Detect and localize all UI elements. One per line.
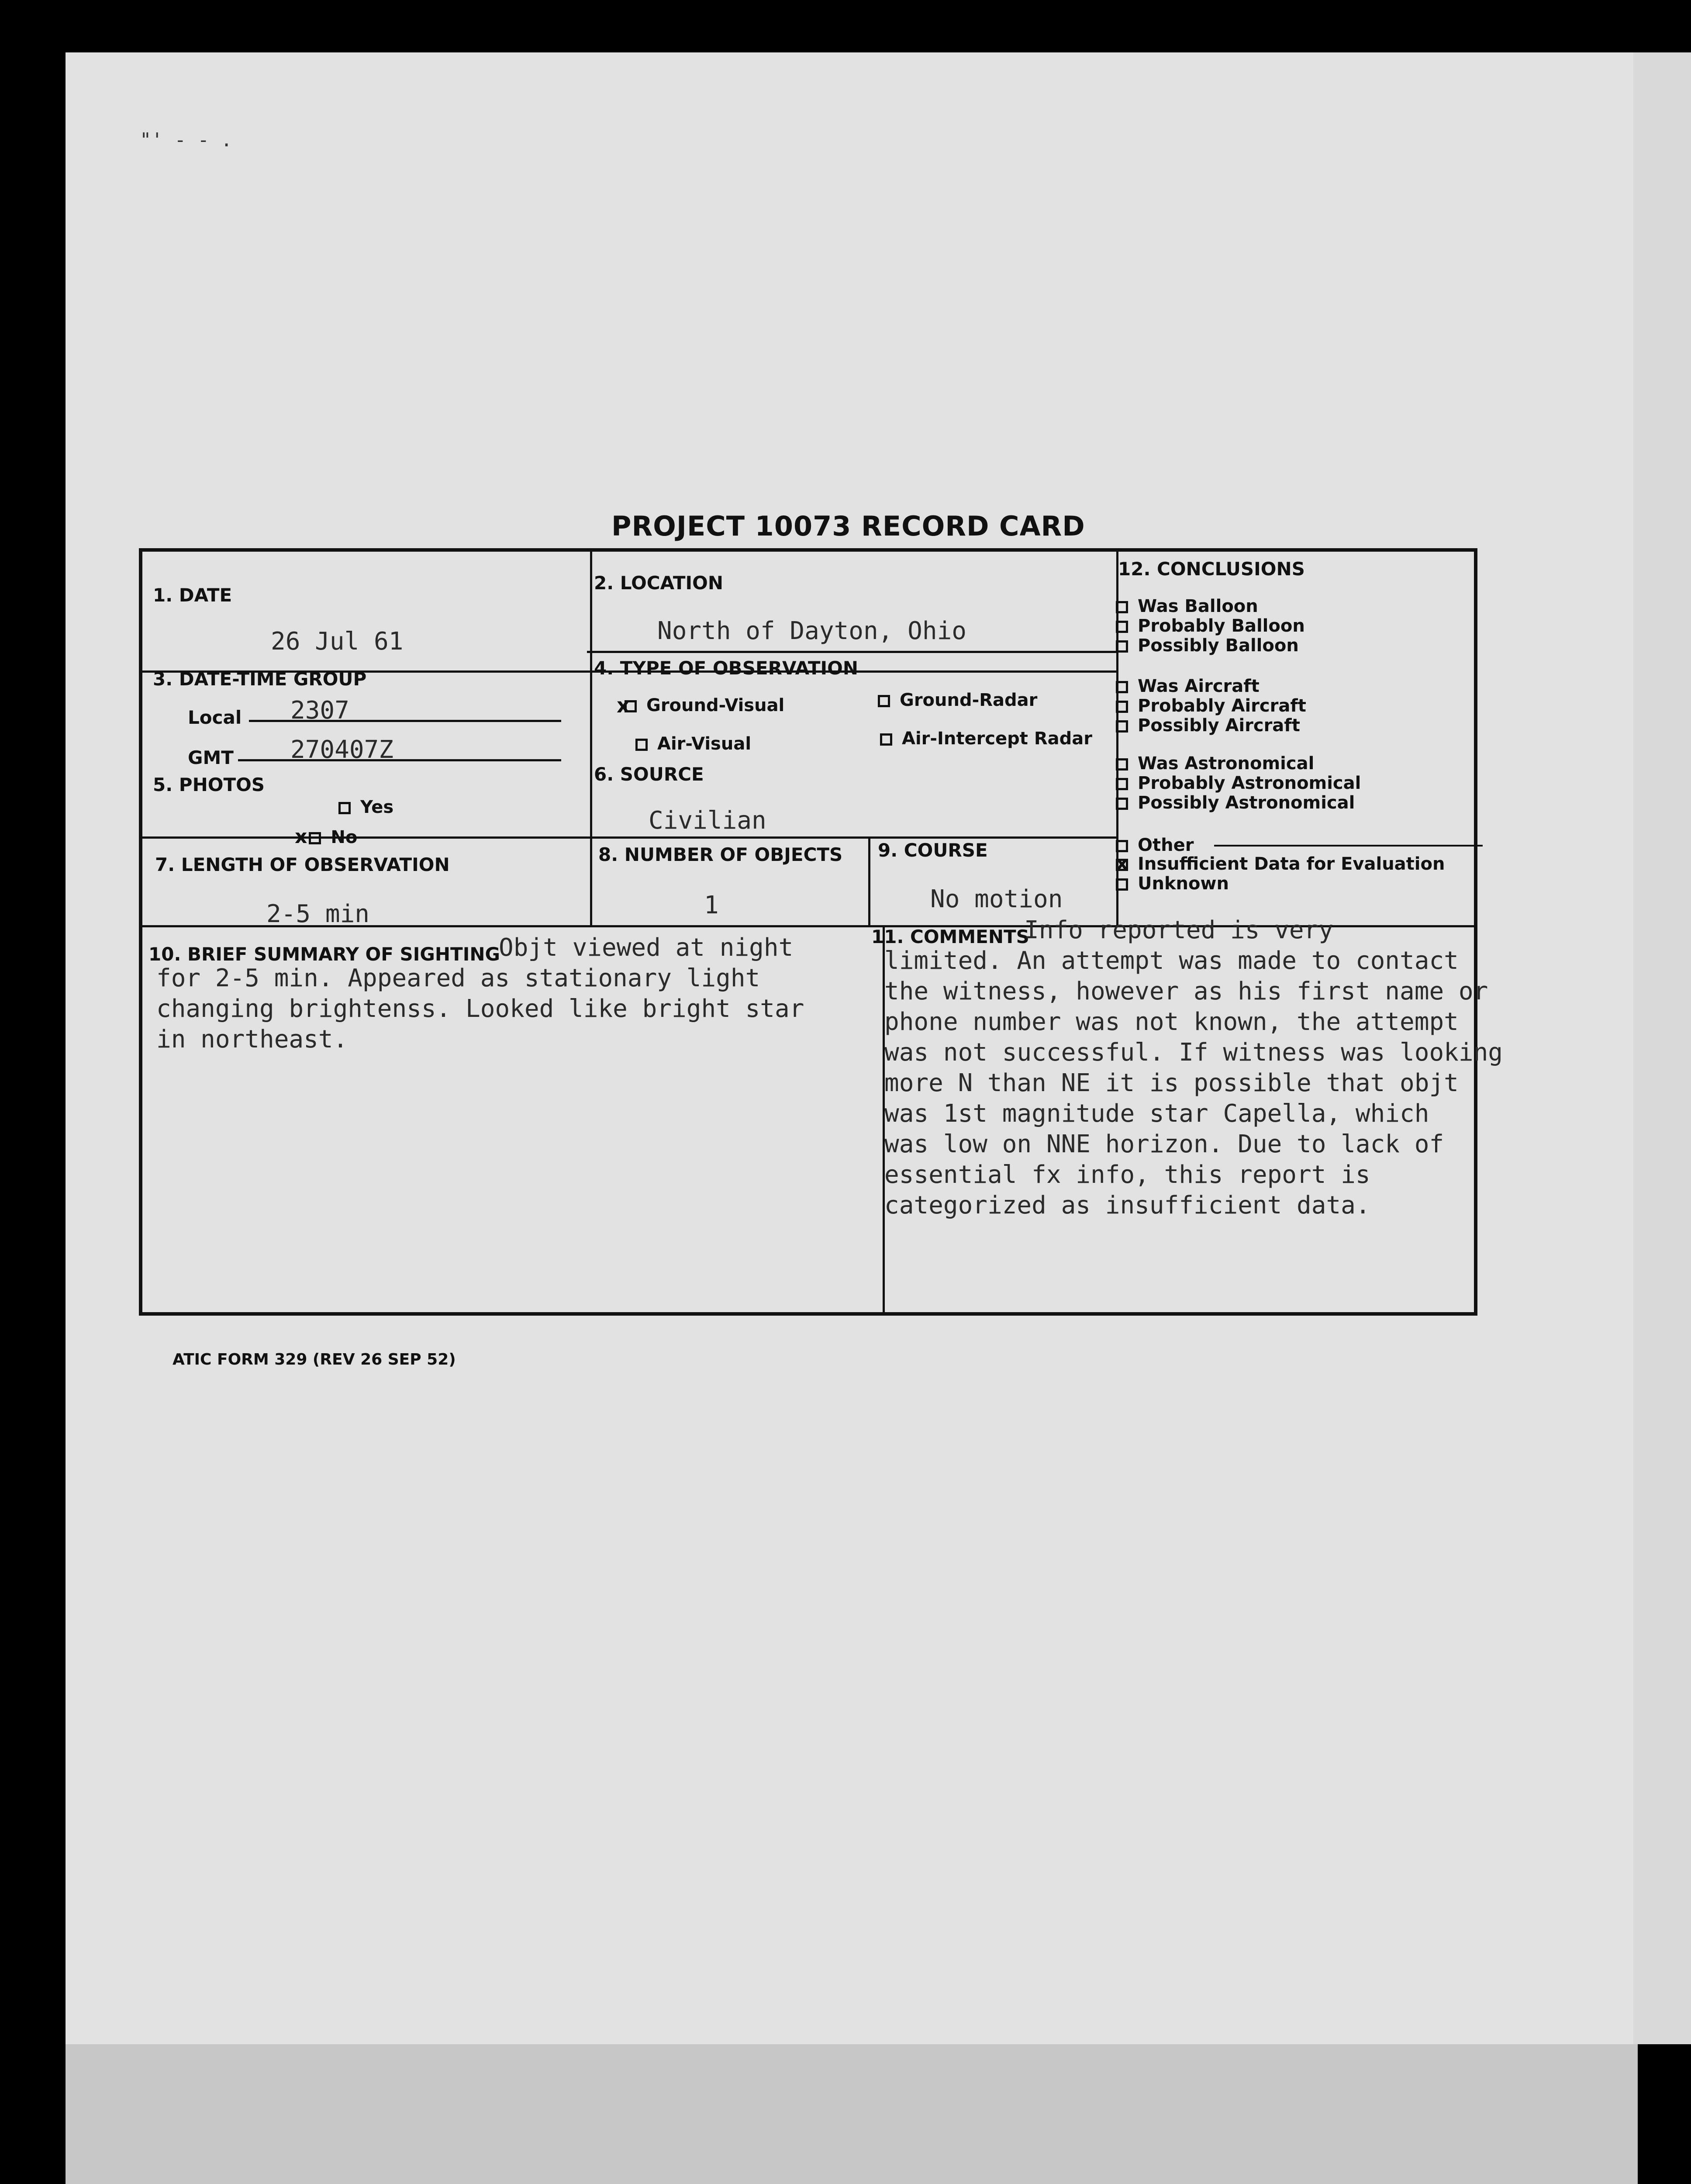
- checkbox-icon: [338, 802, 351, 814]
- form-footer: ATIC FORM 329 (REV 26 SEP 52): [173, 1351, 456, 1368]
- source-label: 6. SOURCE: [594, 764, 704, 785]
- date-value: 26 Jul 61: [271, 627, 404, 656]
- comments-line: phone number was not known, the attempt: [884, 1008, 1459, 1036]
- check-x-mark: x: [617, 694, 630, 717]
- checkbox-icon: [1116, 640, 1128, 653]
- number-of-objects-value: 1: [704, 891, 719, 919]
- checkbox-icon: [1116, 601, 1128, 613]
- brief-summary-line: changing brightenss. Looked like bright star: [156, 995, 804, 1023]
- brief-summary-line: for 2-5 min. Appeared as stationary light: [156, 964, 760, 992]
- other-underline: [1214, 845, 1483, 847]
- checkbox-icon: [1116, 840, 1128, 852]
- check-x-mark: x: [295, 826, 307, 848]
- option-ground-radar[interactable]: Ground-Radar: [878, 690, 1037, 710]
- checkbox-icon: [1116, 681, 1128, 693]
- conclusion-possibly-aircraft[interactable]: Possibly Aircraft: [1116, 715, 1300, 736]
- conclusion-unknown[interactable]: Unknown: [1116, 874, 1229, 894]
- comments-label: 11. COMMENTS: [871, 926, 1029, 947]
- type-of-observation-label: 4. TYPE OF OBSERVATION: [594, 657, 859, 679]
- conclusion-insufficient-data[interactable]: x Insufficient Data for Evaluation: [1116, 852, 1445, 874]
- conclusion-other[interactable]: Other: [1116, 835, 1194, 855]
- source-value: Civilian: [649, 806, 766, 835]
- conclusion-was-aircraft[interactable]: Was Aircraft: [1116, 676, 1260, 696]
- comments-line: Info reported is very: [1024, 916, 1334, 944]
- brief-summary-line: in northeast.: [156, 1025, 348, 1054]
- check-x-mark: x: [1116, 852, 1128, 874]
- checkbox-icon: [1116, 758, 1128, 771]
- corner-mark: "' - - .: [140, 129, 232, 151]
- checkbox-icon: [1116, 621, 1128, 633]
- course-value: No motion: [930, 885, 1063, 913]
- checkbox-icon: [635, 739, 648, 751]
- conclusion-possibly-astronomical[interactable]: Possibly Astronomical: [1116, 793, 1355, 813]
- conclusion-was-astronomical[interactable]: Was Astronomical: [1116, 753, 1314, 774]
- option-photos-yes[interactable]: Yes: [338, 797, 393, 817]
- comments-line: was 1st magnitude star Capella, which: [884, 1099, 1429, 1128]
- checkbox-icon: [1116, 878, 1128, 891]
- conclusion-probably-astronomical[interactable]: Probably Astronomical: [1116, 773, 1361, 793]
- date-label: 1. DATE: [153, 584, 232, 606]
- comments-line: more N than NE it is possible that objt: [884, 1069, 1459, 1097]
- option-air-intercept-radar[interactable]: Air-Intercept Radar: [880, 729, 1092, 749]
- comments-line: was low on NNE horizon. Due to lack of: [884, 1130, 1444, 1158]
- page-title: PROJECT 10073 RECORD CARD: [611, 510, 1085, 542]
- checkbox-icon: [1116, 798, 1128, 810]
- comments-line: limited. An attempt was made to contact: [884, 947, 1459, 975]
- checkbox-icon: [880, 733, 892, 746]
- number-of-objects-label: 8. NUMBER OF OBJECTS: [598, 844, 843, 865]
- conclusion-possibly-balloon[interactable]: Possibly Balloon: [1116, 636, 1299, 656]
- comments-line: categorized as insufficient data.: [884, 1191, 1370, 1220]
- course-label: 9. COURSE: [878, 840, 988, 861]
- backing-board: [66, 2044, 1638, 2184]
- location-label: 2. LOCATION: [594, 572, 723, 594]
- brief-summary-label: 10. BRIEF SUMMARY OF SIGHTING: [148, 943, 500, 965]
- checkbox-icon: [1116, 778, 1128, 790]
- brief-summary-line: Objt viewed at night: [499, 933, 794, 962]
- gmt-underline: [238, 759, 561, 761]
- checkbox-icon: [1116, 701, 1128, 713]
- checkbox-icon: [1116, 720, 1128, 733]
- checkbox-icon: [878, 695, 890, 707]
- conclusion-probably-balloon[interactable]: Probably Balloon: [1116, 616, 1305, 636]
- local-value: 2307: [290, 696, 349, 725]
- location-value: North of Dayton, Ohio: [657, 617, 967, 645]
- conclusion-probably-aircraft[interactable]: Probably Aircraft: [1116, 696, 1306, 716]
- gmt-label: GMT: [188, 747, 234, 768]
- checkbox-icon: [309, 832, 321, 844]
- date-time-group-label: 3. DATE-TIME GROUP: [153, 668, 367, 690]
- option-ground-visual[interactable]: x Ground-Visual: [617, 694, 785, 717]
- option-air-visual[interactable]: Air-Visual: [635, 734, 751, 754]
- local-label: Local: [188, 707, 242, 728]
- conclusion-was-balloon[interactable]: Was Balloon: [1116, 596, 1258, 616]
- option-photos-no[interactable]: x No: [295, 826, 358, 848]
- photos-label: 5. PHOTOS: [153, 774, 265, 795]
- comments-line: the witness, however as his first name or: [884, 977, 1488, 1006]
- comments-line: essential fx info, this report is: [884, 1161, 1370, 1189]
- length-of-observation-label: 7. LENGTH OF OBSERVATION: [155, 854, 450, 875]
- length-of-observation-value: 2-5 min: [266, 900, 370, 928]
- sheet-edge: [1633, 52, 1691, 2044]
- comments-line: was not successful. If witness was looking: [884, 1038, 1503, 1067]
- conclusions-label: 12. CONCLUSIONS: [1118, 558, 1305, 580]
- gmt-value: 270407Z: [290, 736, 394, 764]
